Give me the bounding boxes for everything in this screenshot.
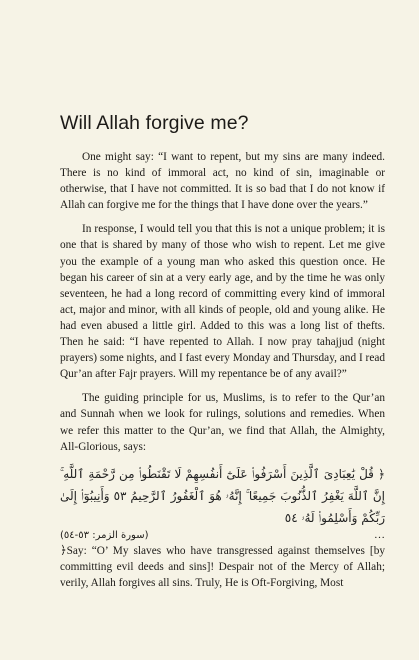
quran-verse-block — [60, 463, 385, 541]
arabic-verse-text: ﴿ قُلْ يَٰعِبَادِىَ ٱلَّذِينَ أَسْرَفُوا۟ عَلَىٰٓ أَنفُسِهِمْ لَا تَقْنَطُوا۟ مِن رَّحْمَةِ ٱللَّهِ ۚ إِنَّ ٱللَّهَ يَغْفِرُ ٱلذُّنُوبَ جَمِيعًا ۚ إِنَّهُۥ هُوَ ٱلْغَفُورُ ٱلرَّحِيمُ ٥٣ وَأَنِيبُوٓا۟ إِلَىٰ رَبِّكُمْ وَأَسْلِمُوا۟ لَهُۥ ٥٤ — [60, 466, 385, 525]
paragraph-intro: One might say: “I want to repent, but my sins are many indeed. There is no kind of immoral act, no kind of sin, imaginable or otherwise, that I have not committed. It is so bad that I do not know if Allah can forgive me for the things that I have done over the years.” — [60, 151, 385, 212]
verse-continuation-ellipsis: … — [374, 528, 385, 541]
verse-translation: ﴿Say: “O’ My slaves who have transgressed against themselves [by committing evil deeds and sins]! Despair not of the Mercy of Allah; verily, Allah forgives all sins. Truly, He is Oft-Forgiving, Most — [60, 544, 385, 589]
paragraph-principle: The guiding principle for us, Muslims, is to refer to the Qur’an and Sunnah when we look for rulings, solutions and remedies. When we refer this matter to the Qur’an, we find that Allah, the Almighty, All-Glorious, says: — [60, 392, 385, 453]
paragraph-response: In response, I would tell you that this is not a unique problem; it is one that is shared by many of those who wish to repent. Let me give you the example of a young man who asked this question once. He began his career of sin at a very early age, and by the time he was only seventeen, he had a long record of committing every kind of immoral act, major and minor, with all kinds of people, old and young alike. He had even abused a little girl. Added to this was a long list of thefts. Then he said: “I have repented to Allah. I now pray tahajjud (night prayers) some nights, and I fast every Monday and Thursday, and I read Qur’an after Fajr prayers. Will my repentance be of any avail?” — [60, 223, 385, 381]
verse-reference-line — [60, 529, 385, 541]
section-heading: Will Allah forgive me? — [60, 112, 249, 134]
surah-reference: (سورة الزمر: ٥٣-٥٤) — [60, 529, 149, 541]
